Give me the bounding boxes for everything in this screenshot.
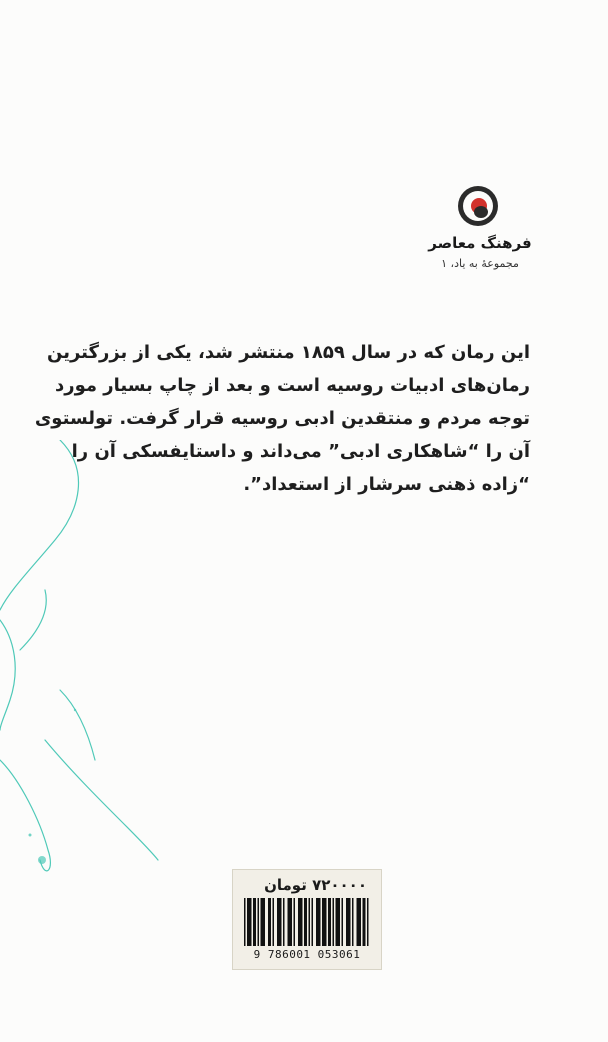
- publisher-logo: [380, 180, 590, 280]
- barcode-icon: [243, 898, 371, 946]
- blurb-line: توجه مردم و منتقدین ادبی روسیه قرار گرفت. تولستوی: [34, 408, 530, 429]
- price-label: ۷۲۰۰۰۰ تومان: [264, 876, 367, 894]
- blurb-line: رمان‌های ادبیات روسیه است و بعد از چاپ بسیار مورد: [55, 375, 530, 396]
- publisher-name: فرهنگ معاصر: [428, 234, 532, 252]
- series-title: مجموعهٔ به یاد، ۱: [441, 257, 519, 270]
- blurb-line: “زاده ذهنی سرشار از استعداد”.: [243, 474, 530, 495]
- blurb-line: آن را “شاهکاری ادبی” می‌داند و داستایفسکی آن را: [71, 441, 530, 462]
- publisher-logo-icon: [458, 186, 498, 226]
- blurb-line: این رمان که در سال ۱۸۵۹ منتشر شد، یکی از بزرگترین: [47, 342, 530, 363]
- teal-sketch-illustration: [0, 440, 160, 900]
- back-cover-blurb: [34, 336, 530, 501]
- barcode-sticker: [232, 869, 382, 970]
- isbn-number: 9 786001 053061: [253, 948, 361, 961]
